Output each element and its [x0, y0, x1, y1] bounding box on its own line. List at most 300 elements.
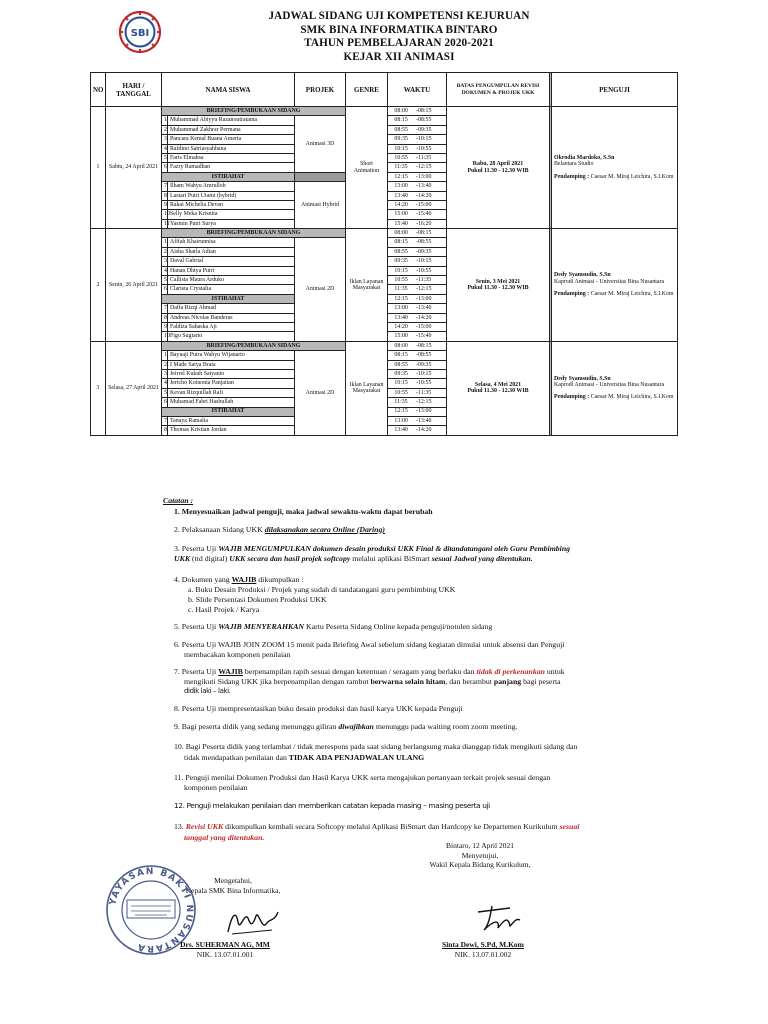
time-end: 10:55: [417, 145, 432, 152]
student-no: 5: [162, 388, 168, 397]
time-dash: -: [416, 136, 418, 143]
time-dash: -: [416, 380, 418, 387]
student-no: 8: [162, 191, 168, 200]
time-start: 13:00: [394, 183, 408, 190]
time-end: 13:40: [417, 417, 432, 424]
time-start: 08:15: [394, 239, 408, 246]
session-day: Sabtu, 24 April 2021: [106, 107, 162, 229]
student-name: Jeirrel Kukuh Satyanto: [168, 369, 295, 378]
note-11-cont: komponen penilaian: [184, 783, 248, 792]
time-start: 15:00: [394, 333, 408, 340]
time-end: 11:35: [417, 277, 432, 284]
student-name: Kevan Rizquillah Rafi: [168, 388, 295, 397]
time-cell: [388, 163, 447, 172]
note-9: 9. Bagi peserta didik yang sedang menunggu giliran diwajibkan menunggu pada waiting room zoom meeting.: [174, 722, 518, 731]
student-no: 3: [162, 135, 168, 144]
schedule-table: [90, 72, 678, 436]
time-start: 12:15: [394, 173, 408, 180]
pendamping: [554, 291, 675, 297]
time-cell: [388, 172, 447, 181]
time-cell: [388, 247, 447, 256]
briefing-label: BRIEFING/PEMBUKAAN SIDANG: [162, 107, 346, 116]
student-no: 10: [162, 332, 168, 341]
time-cell: [388, 144, 447, 153]
header-school: SMK BINA INFORMATIKA BINTARO: [300, 23, 498, 36]
time-start: 09:35: [394, 370, 408, 377]
time-end: 08:55: [417, 352, 432, 359]
student-no: 9: [162, 200, 168, 209]
time-cell: [388, 313, 447, 322]
batas-date: Senin, 3 Mei 2021: [475, 278, 521, 285]
header-title: JADWAL SIDANG UJI KOMPETENSI KEJURUAN: [268, 10, 530, 22]
time-cell: [388, 219, 447, 228]
time-end: 11:35: [417, 389, 432, 396]
time-cell: [388, 182, 447, 191]
time-cell: [388, 191, 447, 200]
right-position: Wakil Kepala Bidang Kurikulum,: [429, 860, 531, 869]
time-start: 10:55: [394, 154, 408, 161]
time-dash: -: [416, 370, 418, 377]
student-no: 2: [162, 247, 168, 256]
session-genre: Iklan Layanan Masyarakat: [346, 341, 388, 435]
time-dash: -: [416, 248, 418, 255]
time-start: 08:55: [394, 361, 408, 368]
batas-date: Rabu, 28 April 2021: [472, 161, 524, 168]
pendamping-label: Pendamping :: [554, 394, 590, 401]
time-start: 14:20: [394, 323, 408, 330]
time-end: 09:35: [417, 248, 432, 255]
time-dash: -: [416, 192, 418, 199]
istirahat-label: ISTIRAHAT: [162, 407, 295, 416]
note-7-cont: mengikuti Sidang UKK jika berpenampilan dengan rambut berwarna selain hitam, dan berambut panjang bagi peserta: [184, 677, 561, 686]
time-end: 16:20: [417, 220, 432, 227]
time-dash: -: [416, 314, 418, 321]
time-start: 13:00: [394, 417, 408, 424]
student-no: 10: [162, 210, 168, 219]
student-name: Bayuaji Putra Wahyu Wijanarto: [168, 351, 295, 360]
col-genre: GENRE: [346, 73, 388, 107]
time-dash: -: [416, 201, 418, 208]
left-position: Kepala SMK Bina Informatika,: [185, 885, 281, 895]
student-name: Jericho Koinonia Panjaitan: [168, 379, 295, 388]
right-signer: [418, 940, 548, 959]
note-11: 11. Penguji menilai Dokumen Produksi dan Hasil Karya UKK serta mengajukan pertanyaan terkait projek sesuai dengan: [174, 773, 551, 782]
penguji-cell: [552, 229, 678, 342]
time-dash: -: [416, 164, 418, 171]
note-7: 7. Peserta Uji WAJIB berpenampilan rapih sesuai dengan ketentuan / seragam yang berlaku dan tidak di perkenankan untuk: [174, 667, 565, 676]
time-cell: [388, 304, 447, 313]
time-cell: [388, 210, 447, 219]
student-no: 4: [162, 144, 168, 153]
time-end: 13:00: [417, 173, 432, 180]
student-name: Selly Meka Krisnita: [168, 210, 295, 219]
student-no: 4: [162, 266, 168, 275]
left-signer: [150, 940, 300, 959]
session-no: 3: [91, 341, 106, 435]
time-start: 12:15: [394, 295, 408, 302]
student-no: 3: [162, 257, 168, 266]
time-end: 10:55: [417, 380, 432, 387]
time-dash: -: [416, 399, 418, 406]
time-start: 10:15: [394, 380, 408, 387]
time-start: 08:00: [394, 107, 408, 114]
time-cell: [388, 398, 447, 407]
col-no: NO: [91, 73, 106, 107]
penguji-org: Belantara Studio: [554, 161, 594, 168]
student-name: Muhamad Fahri Hasbullah: [168, 398, 295, 407]
header-class: KEJAR XII ANIMASI: [343, 50, 455, 63]
note-2: 2. Pelaksanaan Sidang UKK dilaksanakan secara Online (Daring): [174, 525, 385, 534]
time-end: 10:15: [417, 370, 432, 377]
time-end: 09:35: [417, 361, 432, 368]
student-name: Fazry Ramadhan: [168, 163, 295, 172]
time-start: 11:35: [394, 164, 408, 171]
note-6-cont: membacakan komponen penilaian: [184, 650, 291, 659]
time-start: 12:15: [394, 408, 408, 415]
student-no: 1: [162, 238, 168, 247]
pendamping: [554, 174, 675, 180]
place-date: Bintaro, 12 April 2021: [446, 841, 514, 850]
student-no: 11: [162, 219, 168, 228]
student-no: 6: [162, 398, 168, 407]
student-name: Clarista Crystalia: [168, 285, 295, 294]
time-dash: -: [416, 417, 418, 424]
student-name: I Made Satya Brata: [168, 360, 295, 369]
penguji-name: Dedy Syamsudin, S.Sn: [554, 375, 611, 382]
student-no: 5: [162, 153, 168, 162]
time-cell: [388, 266, 447, 275]
time-cell: [388, 322, 447, 331]
student-name: Afifah Khairunnisa: [168, 238, 295, 247]
note-12: 12. Penguji melakukan penilaian dan memberikan catatan kepada masing – masing peserta uji: [174, 801, 490, 810]
batas-time: Pukul 11.30 - 12.30 WIB: [467, 388, 529, 395]
note-8: 8. Peserta Uji mempresentasikan buku desain produksi dan hasil karya UKK kepada Penguji: [174, 704, 463, 713]
student-no: 4: [162, 379, 168, 388]
student-name: Tanaya Ramalia: [168, 416, 295, 425]
time-start: 10:15: [394, 267, 408, 274]
time-cell: [388, 257, 447, 266]
time-cell: [388, 229, 447, 238]
left-signer-nik: NIK. 13.07.01.001: [196, 949, 254, 959]
time-dash: -: [416, 361, 418, 368]
note-7-cont2: didik laki – laki.: [184, 687, 231, 695]
student-name: Rakai Michelia Devan: [168, 200, 295, 209]
note-13-cont: tanggal yang ditentukan.: [184, 833, 265, 842]
time-cell: [388, 294, 447, 303]
briefing-row: [91, 107, 678, 116]
time-start: 08:55: [394, 248, 408, 255]
student-name: Figo Sugiarto: [168, 332, 295, 341]
time-start: 13:40: [394, 314, 408, 321]
student-name: Pancara Kemal Buana Amerta: [168, 135, 295, 144]
time-dash: -: [416, 389, 418, 396]
time-cell: [388, 341, 447, 350]
time-start: 15:40: [394, 220, 408, 227]
time-dash: -: [416, 427, 418, 434]
time-start: 08:15: [394, 352, 408, 359]
student-name: Rafdino Satriasyahbana: [168, 144, 295, 153]
session-day: Senin, 26 April 2021: [106, 229, 162, 342]
briefing-label: BRIEFING/PEMBUKAAN SIDANG: [162, 341, 346, 350]
time-end: 11:35: [417, 154, 432, 161]
session-genre: Iklan Layanan Masyarakat: [346, 229, 388, 342]
istirahat-label: ISTIRAHAT: [162, 294, 295, 303]
col-batas: BATAS PENGUMPULAN REVISI DOKUMEN & PROJEK UKK: [447, 73, 550, 107]
time-start: 10:55: [394, 277, 408, 284]
time-cell: [388, 135, 447, 144]
time-dash: -: [416, 220, 418, 227]
left-know-label: Mengetahui,: [214, 876, 252, 885]
time-cell: [388, 200, 447, 209]
student-name: Daffa Rizqi Ahmad: [168, 304, 295, 313]
time-end: 12:15: [417, 286, 432, 293]
student-name: Faris Elmahsa: [168, 153, 295, 162]
time-start: 08:55: [394, 126, 408, 133]
session-no: 1: [91, 107, 106, 229]
student-name: Andreas Nicolas Banderas: [168, 313, 295, 322]
time-dash: -: [416, 305, 418, 312]
time-cell: [388, 238, 447, 247]
projek-cell: Animasi 3D: [295, 116, 346, 172]
time-start: 15:00: [394, 211, 408, 218]
pendamping-name: Caesar M. Miraj Leichira, S.I.Kom: [590, 291, 674, 298]
time-cell: [388, 369, 447, 378]
note-4-item-c: c. Hasil Projek / Karya: [188, 605, 260, 614]
time-dash: -: [416, 145, 418, 152]
note-1: 1. Menyesuaikan jadwal penguji, maka jadwal sewaktu-waktu dapat berubah: [174, 507, 433, 516]
student-no: 8: [162, 313, 168, 322]
pendamping-name: Caesar M. Miraj Leichira, S.I.Kom: [590, 173, 674, 180]
student-no: 7: [162, 416, 168, 425]
student-name: Lastari Putri Utami (hybrid): [168, 191, 295, 200]
time-end: 08:55: [417, 239, 432, 246]
note-6: 6. Peserta Uji WAJIB JOIN ZOOM 15 menit pada Briefing Awal sebelum sidang kegiatan dimulai untuk absensi dan Penguji: [174, 640, 565, 649]
time-start: 08:00: [394, 342, 408, 349]
right-signer-name: Sinta Dewi, S.Pd, M.Kom: [442, 940, 524, 949]
time-cell: [388, 351, 447, 360]
time-end: 14:20: [417, 314, 432, 321]
projek-cell-b: Animasi Hybrid: [295, 182, 346, 229]
student-no: 6: [162, 285, 168, 294]
time-cell: [388, 125, 447, 134]
note-3-cont: UKK (ttd digital) UKK secara dan hasil projek softcopy melalui aplikasi BiSmart sesuai Jadwal yang ditentukan.: [174, 554, 533, 563]
time-end: 15:00: [417, 201, 432, 208]
document-header: [0, 10, 768, 64]
student-name: Ilham Wahyu Amrulloh: [168, 182, 295, 191]
note-10: 10. Bagi Peserta didik yang terlambat / tidak merespons pada saat sidang berlangsung maka dianggap tidak mengikuti sidang dan: [174, 742, 578, 751]
time-dash: -: [416, 117, 418, 124]
time-start: 14:20: [394, 201, 408, 208]
time-dash: -: [416, 352, 418, 359]
time-end: 08:55: [417, 117, 432, 124]
penguji-name: Okrodia Mardoko, S.Sn: [554, 154, 615, 161]
note-4-item-a: a. Buku Desain Produksi / Projek yang sudah di tandatangani guru pembimbing UKK: [188, 585, 456, 594]
col-waktu: WAKTU: [388, 73, 447, 107]
right-signer-nik: NIK. 13.07.01.002: [454, 949, 512, 959]
time-dash: -: [416, 183, 418, 190]
student-name: Daval Gabrial: [168, 257, 295, 266]
time-end: 10:55: [417, 267, 432, 274]
time-start: 13:00: [394, 305, 408, 312]
penguji-cell: [552, 341, 678, 435]
col-day: HARI / TANGGAL: [106, 73, 162, 107]
time-start: 08:00: [394, 230, 408, 237]
batas-cell: [447, 341, 550, 435]
student-name: Callista Maura Arduko: [168, 276, 295, 285]
time-cell: [388, 276, 447, 285]
time-start: 11:35: [394, 286, 408, 293]
time-dash: -: [416, 342, 418, 349]
penguji-org: Kaprodi Animasi - Universitas Bina Nusantara: [554, 278, 665, 285]
time-cell: [388, 116, 447, 125]
time-cell: [388, 407, 447, 416]
time-dash: -: [416, 295, 418, 302]
note-13: 13. Revisi UKK dikumpulkan kembali secara Softcopy melalui Aplikasi BiSmart dan Hardcopy ke Departemen Kurikulum sesuai: [174, 822, 580, 831]
time-dash: -: [416, 239, 418, 246]
projek-cell: Animasi 2D: [295, 351, 346, 436]
time-end: 15:40: [417, 211, 432, 218]
note-10-cont: tidak mendapatkan penilaian dan TIDAK ADA PENJADWALAN ULANG: [184, 753, 425, 762]
student-no: 8: [162, 426, 168, 435]
header-year: TAHUN PEMBELAJARAN 2020-2021: [304, 37, 494, 49]
student-name: Muhammad Zakhrar Permana: [168, 125, 295, 134]
pendamping: [554, 394, 675, 400]
pendamping-label: Pendamping :: [554, 173, 590, 180]
time-end: 13:40: [417, 305, 432, 312]
time-start: 10:55: [394, 389, 408, 396]
right-signature-scribble-icon: [470, 900, 524, 934]
time-dash: -: [416, 408, 418, 415]
penguji-name: Dedy Syamsudin, S.Sn: [554, 272, 611, 279]
time-end: 15:00: [417, 323, 432, 330]
time-end: 13:00: [417, 295, 432, 302]
time-cell: [388, 379, 447, 388]
student-name: Muhammad Abiyyu Razanoutratama: [168, 116, 295, 125]
student-no: 7: [162, 304, 168, 313]
note-3: 3. Peserta Uji WAJIB MENGUMPULKAN dokumen desain produksi UKK Final & ditandatangani oleh Guru Pembimbing: [174, 544, 571, 553]
student-no: 7: [162, 182, 168, 191]
time-end: 08:15: [417, 107, 432, 114]
time-dash: -: [416, 333, 418, 340]
time-cell: [388, 388, 447, 397]
penguji-org: Kaprodi Animasi - Universitas Bina Nusantara: [554, 382, 665, 389]
time-end: 13:40: [417, 183, 432, 190]
batas-cell: [447, 107, 550, 229]
col-projek: PROJEK: [295, 73, 346, 107]
student-no: 1: [162, 351, 168, 360]
time-cell: [388, 107, 447, 116]
col-nama: NAMA SISWA: [162, 73, 295, 107]
notes-title: Catatan :: [163, 496, 194, 505]
table-header-row: [91, 73, 678, 107]
time-dash: -: [416, 230, 418, 237]
time-end: 12:15: [417, 399, 432, 406]
student-name: Thomas Kristian Jordan: [168, 426, 295, 435]
student-no: 5: [162, 276, 168, 285]
right-approve-label: Menyetujui,: [461, 850, 499, 860]
time-start: 08:15: [394, 117, 408, 124]
time-dash: -: [416, 126, 418, 133]
batas-time: Pukul 11.30 - 12.30 WIB: [467, 167, 529, 174]
session-no: 2: [91, 229, 106, 342]
time-cell: [388, 285, 447, 294]
time-dash: -: [416, 267, 418, 274]
batas-date: Selasa, 4 Mei 2021: [474, 381, 522, 388]
time-dash: -: [416, 277, 418, 284]
briefing-row: [91, 341, 678, 350]
time-end: 10:15: [417, 136, 432, 143]
student-no: 2: [162, 360, 168, 369]
time-cell: [388, 332, 447, 341]
time-end: 15:40: [417, 333, 432, 340]
batas-time: Pukul 11.30 - 12.30 WIB: [467, 284, 529, 291]
student-no: 2: [162, 125, 168, 134]
svg-text:SBI: SBI: [130, 28, 150, 39]
time-dash: -: [416, 154, 418, 161]
time-dash: -: [416, 173, 418, 180]
left-signer-name: Drs. SUHERMAN AG, MM: [180, 940, 270, 949]
signature-right: [410, 841, 550, 870]
time-start: 09:35: [394, 258, 408, 265]
time-start: 10:15: [394, 145, 408, 152]
col-penguji: PENGUJI: [552, 73, 678, 107]
time-cell: [388, 153, 447, 162]
note-4: 4. Dokumen yang WAJIB dikumpulkan :: [174, 575, 304, 584]
student-name: Aisha Sharla Adian: [168, 247, 295, 256]
time-end: 13:00: [417, 408, 432, 415]
time-start: 13:40: [394, 427, 408, 434]
time-end: 09:35: [417, 126, 432, 133]
briefing-row: [91, 229, 678, 238]
student-no: 6: [162, 163, 168, 172]
time-dash: -: [416, 107, 418, 114]
time-start: 11:35: [394, 399, 408, 406]
student-name: Faldiza Sahaska Aji: [168, 322, 295, 331]
time-end: 12:15: [417, 164, 432, 171]
time-cell: [388, 360, 447, 369]
briefing-label: BRIEFING/PEMBUKAAN SIDANG: [162, 229, 346, 238]
time-end: 08:15: [417, 342, 432, 349]
istirahat-label: ISTIRAHAT: [162, 172, 295, 181]
time-start: 09:35: [394, 136, 408, 143]
time-start: 13:40: [394, 192, 408, 199]
student-no: 3: [162, 369, 168, 378]
student-name: Hanan Dhiya Putri: [168, 266, 295, 275]
time-end: 14:20: [417, 427, 432, 434]
time-dash: -: [416, 211, 418, 218]
time-end: 08:15: [417, 230, 432, 237]
batas-cell: [447, 229, 550, 342]
pendamping-name: Caesar M. Miraj Leichira, S.I.Kom: [590, 394, 674, 401]
time-dash: -: [416, 286, 418, 293]
note-4-item-b: b. Slide Persentasi Dokumen Produksi UKK: [188, 595, 327, 604]
time-end: 14:20: [417, 192, 432, 199]
session-genre: Short Animation: [346, 107, 388, 229]
time-end: 10:15: [417, 258, 432, 265]
student-no: 9: [162, 322, 168, 331]
svg-text:YAYASAN BAKTI NUSANTARA: YAYASAN BAKTI NUSANTARA: [108, 866, 195, 954]
left-signature-scribble-icon: [222, 906, 282, 938]
time-cell: [388, 426, 447, 435]
projek-cell: Animasi 2D: [295, 238, 346, 341]
student-no: 1: [162, 116, 168, 125]
student-name: Yasmin Putri Surya: [168, 219, 295, 228]
note-5: 5. Peserta Uji WAJIB MENYERAHKAN Kartu Peserta Sidang Online kepada penguji/notulen sidang: [174, 622, 493, 631]
penguji-cell: [552, 107, 678, 229]
pendamping-label: Pendamping :: [554, 291, 590, 298]
session-day: Selasa, 27 April 2021: [106, 341, 162, 435]
time-dash: -: [416, 258, 418, 265]
